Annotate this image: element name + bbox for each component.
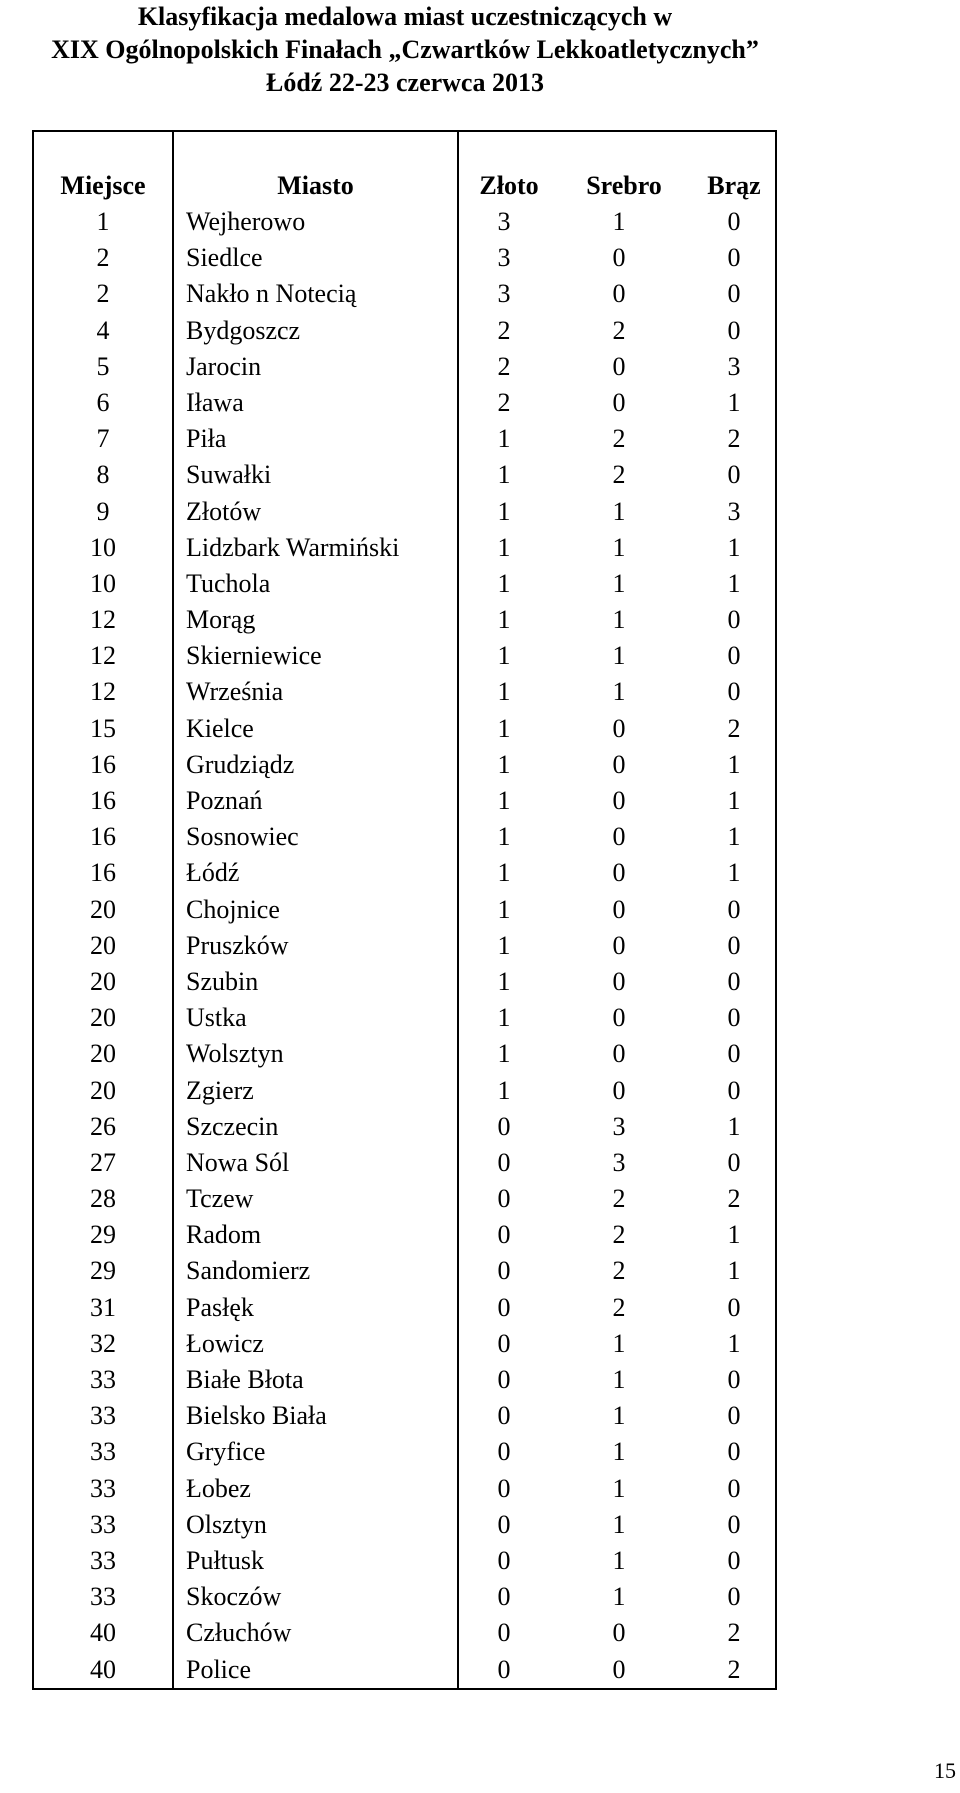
cell-bronze: 0 xyxy=(727,1437,741,1467)
table-row xyxy=(34,349,775,385)
table-row xyxy=(34,1217,775,1253)
cell-rank: 20 xyxy=(90,894,116,924)
table-row xyxy=(34,1109,775,1145)
cell-city: Pruszków xyxy=(186,930,289,960)
cell-bronze: 2 xyxy=(727,1618,741,1648)
cell-bronze: 0 xyxy=(727,641,741,671)
cell-city: Łódź xyxy=(186,858,240,888)
cell-rank: 10 xyxy=(90,532,116,562)
table-row xyxy=(34,204,775,240)
cell-gold: 1 xyxy=(497,786,511,815)
cell-gold: 2 xyxy=(497,351,511,381)
cell-bronze: 3 xyxy=(727,496,741,526)
cell-gold: 0 xyxy=(497,1328,511,1358)
cell-bronze: 0 xyxy=(727,1365,741,1394)
cell-gold: 0 xyxy=(497,1256,511,1286)
cell-silver: 3 xyxy=(612,1147,626,1177)
cell-rank: 31 xyxy=(90,1292,116,1322)
table-row xyxy=(34,1073,775,1109)
cell-silver: 1 xyxy=(612,1437,626,1467)
cell-city: Siedlce xyxy=(186,243,263,273)
cell-city: Tczew xyxy=(186,1184,254,1214)
cell-silver: 2 xyxy=(612,1184,626,1214)
table-row xyxy=(34,421,775,457)
cell-gold: 0 xyxy=(497,1365,511,1394)
cell-silver: 0 xyxy=(612,966,626,996)
cell-rank: 33 xyxy=(90,1473,116,1503)
cell-silver: 0 xyxy=(612,858,626,888)
cell-silver: 2 xyxy=(612,1256,626,1286)
cell-gold: 0 xyxy=(497,1147,511,1177)
cell-silver: 0 xyxy=(612,786,626,815)
column-header-city: Miasto xyxy=(277,171,354,200)
cell-silver: 0 xyxy=(612,387,626,417)
title-line-3: Łódź 22-23 czerwca 2013 xyxy=(266,68,544,97)
cell-gold: 1 xyxy=(497,496,511,526)
cell-gold: 0 xyxy=(497,1509,511,1539)
cell-bronze: 3 xyxy=(727,351,741,381)
table-row xyxy=(34,674,775,710)
cell-rank: 33 xyxy=(90,1509,116,1539)
cell-bronze: 0 xyxy=(727,894,741,924)
cell-city: Skoczów xyxy=(186,1582,282,1612)
table-row xyxy=(34,783,775,819)
cell-rank: 33 xyxy=(90,1365,116,1394)
cell-gold: 1 xyxy=(497,966,511,996)
cell-gold: 1 xyxy=(497,822,511,852)
table-row xyxy=(34,747,775,783)
cell-gold: 1 xyxy=(497,749,511,779)
cell-silver: 0 xyxy=(612,351,626,381)
cell-bronze: 0 xyxy=(727,279,741,309)
cell-gold: 1 xyxy=(497,460,511,490)
cell-silver: 0 xyxy=(612,1075,626,1105)
cell-bronze: 1 xyxy=(727,568,741,598)
cell-gold: 1 xyxy=(497,858,511,888)
cell-rank: 5 xyxy=(96,351,110,381)
cell-rank: 20 xyxy=(90,966,116,996)
column-header-gold: Złoto xyxy=(479,171,539,200)
cell-gold: 3 xyxy=(497,243,511,273)
cell-city: Morąg xyxy=(186,605,256,635)
cell-rank: 2 xyxy=(96,279,110,309)
cell-gold: 1 xyxy=(497,894,511,924)
cell-rank: 29 xyxy=(90,1220,116,1250)
cell-rank: 20 xyxy=(90,1075,116,1105)
title-line-2: XIX Ogólnopolskich Finałach „Czwartków Lekkoatletycznych” xyxy=(51,35,759,64)
table-header-row xyxy=(34,132,775,204)
column-header-rank: Miejsce xyxy=(60,171,146,200)
cell-bronze: 0 xyxy=(727,1582,741,1612)
cell-gold: 1 xyxy=(497,1003,511,1033)
cell-silver: 1 xyxy=(612,677,626,707)
cell-bronze: 0 xyxy=(727,1003,741,1033)
cell-city: Ustka xyxy=(186,1003,247,1033)
cell-city: Białe Błota xyxy=(186,1365,304,1394)
table-row xyxy=(34,892,775,928)
cell-bronze: 0 xyxy=(727,315,741,345)
cell-bronze: 0 xyxy=(727,1292,741,1322)
cell-silver: 1 xyxy=(612,532,626,562)
cell-city: Wolsztyn xyxy=(186,1039,284,1069)
cell-silver: 0 xyxy=(612,930,626,960)
cell-city: Wejherowo xyxy=(186,207,306,236)
cell-rank: 7 xyxy=(96,424,110,454)
cell-rank: 12 xyxy=(90,677,116,707)
cell-bronze: 1 xyxy=(727,1328,741,1358)
table-row xyxy=(34,566,775,602)
table-row xyxy=(34,1434,775,1470)
cell-rank: 16 xyxy=(90,822,116,852)
cell-silver: 1 xyxy=(612,1473,626,1503)
cell-gold: 0 xyxy=(497,1220,511,1250)
cell-gold: 0 xyxy=(497,1545,511,1575)
table-row xyxy=(34,1615,775,1651)
cell-bronze: 2 xyxy=(727,1184,741,1214)
cell-bronze: 1 xyxy=(727,387,741,417)
cell-rank: 1 xyxy=(96,207,110,236)
cell-gold: 2 xyxy=(497,387,511,417)
table-row xyxy=(34,602,775,638)
table-row xyxy=(34,240,775,276)
cell-rank: 16 xyxy=(90,749,116,779)
cell-city: Człuchów xyxy=(186,1618,292,1648)
cell-rank: 9 xyxy=(96,496,110,526)
table-row xyxy=(34,711,775,747)
table-row xyxy=(34,276,775,312)
cell-city: Zgierz xyxy=(186,1075,254,1105)
cell-silver: 0 xyxy=(612,279,626,309)
cell-rank: 10 xyxy=(90,568,116,598)
table-row xyxy=(34,494,775,530)
cell-city: Łobez xyxy=(186,1473,251,1503)
cell-bronze: 1 xyxy=(727,532,741,562)
cell-rank: 6 xyxy=(96,387,110,417)
cell-silver: 2 xyxy=(612,1292,626,1322)
cell-gold: 1 xyxy=(497,605,511,635)
table-row xyxy=(34,1000,775,1036)
cell-silver: 0 xyxy=(612,822,626,852)
cell-gold: 1 xyxy=(497,568,511,598)
table-row xyxy=(34,1398,775,1434)
cell-rank: 26 xyxy=(90,1111,116,1141)
cell-city: Pasłęk xyxy=(186,1292,254,1322)
table-row xyxy=(34,964,775,1000)
cell-city: Nakło n Notecią xyxy=(186,279,357,309)
table-row xyxy=(34,1579,775,1615)
cell-rank: 33 xyxy=(90,1401,116,1431)
cell-bronze: 0 xyxy=(727,1473,741,1503)
cell-gold: 0 xyxy=(497,1473,511,1503)
cell-rank: 20 xyxy=(90,930,116,960)
cell-bronze: 1 xyxy=(727,822,741,852)
table-row xyxy=(34,1326,775,1362)
cell-bronze: 0 xyxy=(727,1039,741,1069)
cell-silver: 1 xyxy=(612,1509,626,1539)
table-row xyxy=(34,1471,775,1507)
cell-city: Nowa Sól xyxy=(186,1147,290,1177)
page-number: 15 xyxy=(934,1758,956,1783)
table-row xyxy=(34,1181,775,1217)
cell-rank: 28 xyxy=(90,1184,116,1214)
table-row xyxy=(34,1253,775,1289)
cell-city: Złotów xyxy=(186,496,262,526)
cell-gold: 0 xyxy=(497,1184,511,1214)
table-row xyxy=(34,928,775,964)
cell-silver: 0 xyxy=(612,749,626,779)
cell-city: Lidzbark Warmiński xyxy=(186,532,400,562)
cell-gold: 3 xyxy=(497,207,511,236)
table-row xyxy=(34,638,775,674)
cell-city: Olsztyn xyxy=(186,1509,267,1539)
cell-gold: 1 xyxy=(497,930,511,960)
cell-silver: 0 xyxy=(612,1654,626,1684)
cell-silver: 1 xyxy=(612,568,626,598)
cell-rank: 4 xyxy=(96,315,110,345)
cell-silver: 0 xyxy=(612,1618,626,1648)
cell-city: Bielsko Biała xyxy=(186,1401,327,1431)
cell-silver: 1 xyxy=(612,1328,626,1358)
cell-bronze: 1 xyxy=(727,858,741,888)
table-row xyxy=(34,457,775,493)
cell-rank: 15 xyxy=(90,713,116,743)
cell-city: Poznań xyxy=(186,786,263,815)
cell-city: Jarocin xyxy=(186,351,262,381)
cell-bronze: 1 xyxy=(727,786,741,815)
cell-gold: 1 xyxy=(497,641,511,671)
cell-city: Tuchola xyxy=(186,568,271,598)
table-row xyxy=(34,385,775,421)
cell-city: Iława xyxy=(186,387,244,417)
cell-silver: 2 xyxy=(612,1220,626,1250)
cell-bronze: 0 xyxy=(727,1075,741,1105)
cell-city: Szczecin xyxy=(186,1111,279,1141)
cell-rank: 20 xyxy=(90,1003,116,1033)
cell-gold: 2 xyxy=(497,315,511,345)
cell-bronze: 2 xyxy=(727,424,741,454)
column-header-silver: Srebro xyxy=(586,171,662,200)
cell-rank: 33 xyxy=(90,1437,116,1467)
cell-gold: 1 xyxy=(497,424,511,454)
cell-bronze: 2 xyxy=(727,713,741,743)
cell-rank: 27 xyxy=(90,1147,116,1177)
cell-silver: 3 xyxy=(612,1111,626,1141)
cell-silver: 1 xyxy=(612,1582,626,1612)
table-row xyxy=(34,1036,775,1072)
cell-city: Radom xyxy=(186,1220,262,1250)
cell-silver: 1 xyxy=(612,207,626,236)
cell-city: Sandomierz xyxy=(186,1256,311,1286)
cell-city: Bydgoszcz xyxy=(186,315,301,345)
cell-city: Kielce xyxy=(186,713,254,743)
cell-silver: 2 xyxy=(612,460,626,490)
cell-city: Gryfice xyxy=(186,1437,266,1467)
cell-rank: 29 xyxy=(90,1256,116,1286)
cell-gold: 0 xyxy=(497,1618,511,1648)
cell-bronze: 1 xyxy=(727,1111,741,1141)
cell-silver: 0 xyxy=(612,1039,626,1069)
table-row xyxy=(34,855,775,891)
cell-rank: 33 xyxy=(90,1545,116,1575)
cell-city: Grudziądz xyxy=(186,749,295,779)
cell-silver: 1 xyxy=(612,641,626,671)
cell-bronze: 2 xyxy=(727,1654,741,1684)
cell-city: Sosnowiec xyxy=(186,822,299,852)
table-row xyxy=(34,1145,775,1181)
cell-city: Pułtusk xyxy=(186,1545,265,1575)
cell-gold: 1 xyxy=(497,1075,511,1105)
cell-city: Września xyxy=(186,677,284,707)
cell-gold: 1 xyxy=(497,677,511,707)
cell-rank: 12 xyxy=(90,605,116,635)
cell-rank: 32 xyxy=(90,1328,116,1358)
cell-silver: 0 xyxy=(612,243,626,273)
cell-gold: 1 xyxy=(497,532,511,562)
cell-bronze: 1 xyxy=(727,1256,741,1286)
table-body xyxy=(34,204,775,1688)
table-row xyxy=(34,313,775,349)
cell-silver: 1 xyxy=(612,1545,626,1575)
cell-gold: 0 xyxy=(497,1437,511,1467)
cell-bronze: 0 xyxy=(727,207,741,236)
cell-rank: 16 xyxy=(90,858,116,888)
cell-city: Łowicz xyxy=(186,1328,264,1358)
cell-gold: 0 xyxy=(497,1292,511,1322)
cell-silver: 0 xyxy=(612,713,626,743)
table-row xyxy=(34,530,775,566)
cell-silver: 1 xyxy=(612,1365,626,1394)
cell-bronze: 0 xyxy=(727,677,741,707)
cell-bronze: 0 xyxy=(727,460,741,490)
cell-bronze: 0 xyxy=(727,1401,741,1431)
cell-rank: 40 xyxy=(90,1654,116,1684)
cell-rank: 16 xyxy=(90,786,116,815)
cell-bronze: 0 xyxy=(727,930,741,960)
cell-gold: 0 xyxy=(497,1111,511,1141)
cell-silver: 1 xyxy=(612,605,626,635)
cell-silver: 0 xyxy=(612,894,626,924)
cell-bronze: 0 xyxy=(727,1147,741,1177)
cell-bronze: 0 xyxy=(727,1545,741,1575)
cell-gold: 1 xyxy=(497,713,511,743)
table-row xyxy=(34,1652,775,1688)
cell-bronze: 0 xyxy=(727,1509,741,1539)
cell-city: Szubin xyxy=(186,966,259,996)
medal-table xyxy=(32,130,777,1690)
table-row xyxy=(34,819,775,855)
cell-bronze: 1 xyxy=(727,1220,741,1250)
table-row xyxy=(34,1362,775,1398)
cell-rank: 20 xyxy=(90,1039,116,1069)
cell-bronze: 0 xyxy=(727,966,741,996)
cell-city: Piła xyxy=(186,424,227,454)
title-line-1: Klasyfikacja medalowa miast uczestniczących w xyxy=(137,2,673,31)
cell-rank: 8 xyxy=(96,460,110,490)
cell-gold: 3 xyxy=(497,279,511,309)
cell-gold: 0 xyxy=(497,1401,511,1431)
cell-city: Skierniewice xyxy=(186,641,322,671)
cell-gold: 0 xyxy=(497,1654,511,1684)
cell-silver: 0 xyxy=(612,1003,626,1033)
cell-city: Suwałki xyxy=(186,460,272,490)
table-row xyxy=(34,1543,775,1579)
cell-gold: 0 xyxy=(497,1582,511,1612)
cell-silver: 2 xyxy=(612,315,626,345)
table-row xyxy=(34,1507,775,1543)
cell-bronze: 0 xyxy=(727,605,741,635)
cell-silver: 2 xyxy=(612,424,626,454)
cell-bronze: 0 xyxy=(727,243,741,273)
cell-silver: 1 xyxy=(612,496,626,526)
cell-rank: 12 xyxy=(90,641,116,671)
cell-city: Police xyxy=(186,1654,251,1684)
cell-silver: 1 xyxy=(612,1401,626,1431)
cell-rank: 40 xyxy=(90,1618,116,1648)
column-header-bronze: Brąz xyxy=(707,171,761,200)
cell-rank: 2 xyxy=(96,243,110,273)
cell-city: Chojnice xyxy=(186,894,280,924)
cell-gold: 1 xyxy=(497,1039,511,1069)
cell-bronze: 1 xyxy=(727,749,741,779)
table-row xyxy=(34,1290,775,1326)
cell-rank: 33 xyxy=(90,1582,116,1612)
